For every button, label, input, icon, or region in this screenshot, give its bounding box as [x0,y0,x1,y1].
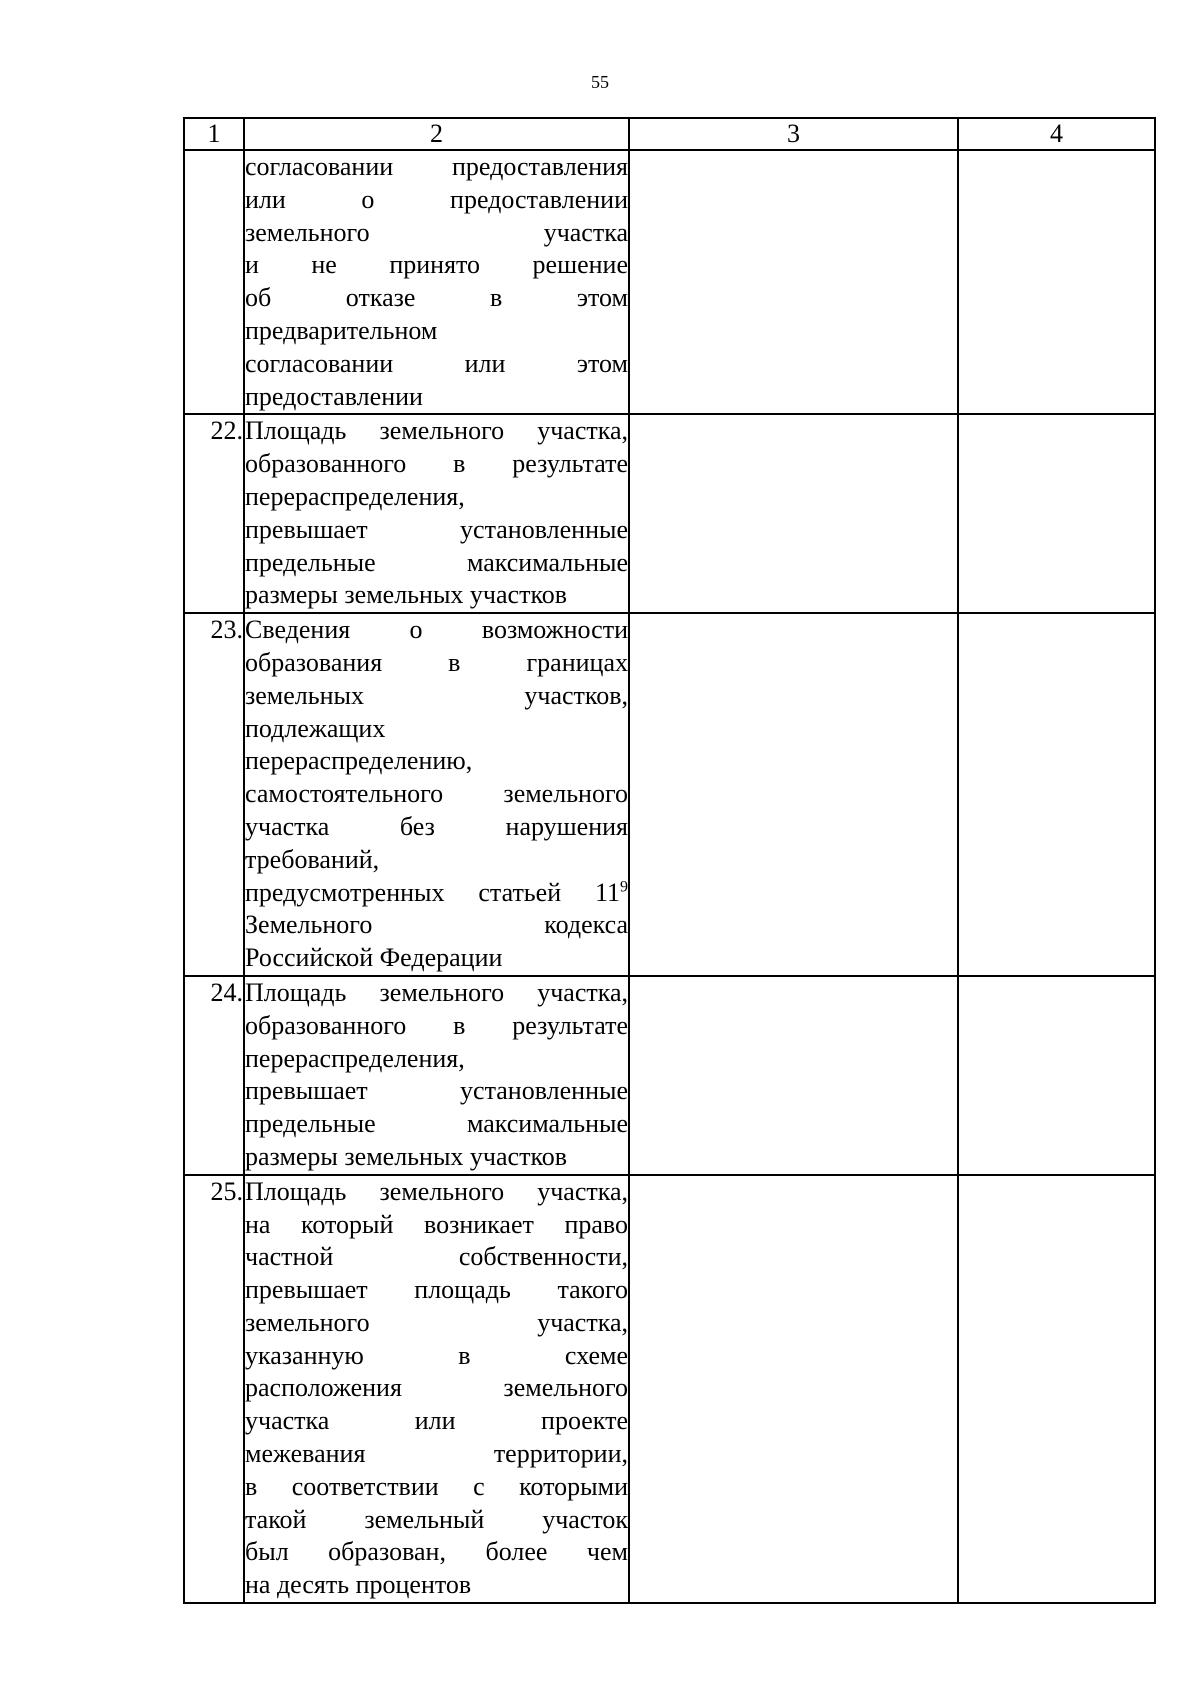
description-line [245,217,628,250]
description-line [245,1438,628,1471]
description-line-text: или о предоставлении [245,184,628,214]
description-line-text: частной собственности, [245,1242,628,1272]
description-line [245,348,628,381]
description-line-text: размеры земельных участков [245,580,568,610]
row-description [244,1175,629,1603]
description-line-text: Земельного кодекса [245,910,628,940]
description-line-text: перераспределения, [245,481,465,511]
description-line-text: участка или проекте [245,1406,628,1436]
description-line-text: предоставлении [245,381,423,411]
row-column-4 [958,1175,1155,1603]
row-column-3 [629,414,958,613]
table-row [184,613,1155,976]
row-column-4 [958,150,1155,414]
description-line [245,614,628,647]
description-line-text: самостоятельного земельного [245,779,628,809]
description-line [245,778,628,811]
document-table [183,117,1156,1604]
description-line [245,1340,628,1373]
row-description [244,150,629,414]
description-line [245,1569,628,1602]
description-line-text: предусмотренных статьей 11 [245,877,620,907]
description-line-text: Сведения о возможности [245,615,628,645]
description-line [245,1108,628,1141]
description-line [245,381,628,414]
column-header-4: 4 [958,118,1155,150]
description-line [245,1274,628,1307]
description-line-text: требований, [245,844,380,874]
table-row [184,150,1155,414]
description-line-text: размеры земельных участков [245,1141,568,1171]
description-line [245,1010,628,1043]
description-line [245,942,628,975]
description-line [245,877,628,910]
description-line-text: земельного участка [245,217,628,247]
row-number [184,150,244,414]
description-line-text: и не принято решение [245,250,628,280]
description-line-text: на десять процентов [245,1570,472,1600]
row-description [244,613,629,976]
description-line-text: Российской Федерации [245,943,503,973]
description-line-text: расположения земельного [245,1373,628,1403]
row-number: 24. [184,976,244,1175]
description-line [245,547,628,580]
description-line [245,514,628,547]
table-body [184,150,1155,1603]
description-line [245,647,628,680]
description-line-text: участка без нарушения [245,811,628,841]
description-line [245,249,628,282]
description-line-text: подлежащих [245,713,386,743]
table-header-row [184,118,1155,150]
description-line-text: превышает установленные [245,1076,628,1106]
description-line-text: предельные максимальные [245,547,628,577]
description-line [245,977,628,1010]
description-line-text: межевания территории, [245,1439,628,1469]
description-line [245,745,628,778]
description-line-text: земельного участка, [245,1307,628,1337]
description-line-text: Площадь земельного участка, [245,416,628,446]
row-column-3 [629,613,958,976]
description-line [245,184,628,217]
description-line [245,909,628,942]
description-line [245,1405,628,1438]
description-line [245,415,628,448]
description-line [245,1075,628,1108]
description-line [245,579,628,612]
description-line-text: Площадь земельного участка, [245,1176,628,1206]
description-line-text: в соответствии с которыми [245,1471,628,1501]
superscript: 9 [620,877,628,895]
description-line-text: об отказе в этом [245,283,628,313]
description-line [245,1209,628,1242]
description-line-text: земельных участков, [245,680,628,710]
description-line-text: указанную в схеме [245,1340,628,1370]
description-line [245,1536,628,1569]
description-line-text: превышает установленные [245,514,628,544]
row-number: 25. [184,1175,244,1603]
description-line [245,844,628,877]
description-line-text: согласовании или этом [245,348,628,378]
description-line [245,1372,628,1405]
description-line [245,1471,628,1504]
description-line-text: образованного в результате [245,449,628,479]
table-row [184,976,1155,1175]
description-line-text: был образован, более чем [245,1537,628,1567]
row-column-4 [958,613,1155,976]
row-column-4 [958,414,1155,613]
description-line-text: Площадь земельного участка, [245,977,628,1007]
description-line-text: образованного в результате [245,1010,628,1040]
description-line [245,1043,628,1076]
description-line [245,811,628,844]
description-line [245,481,628,514]
column-header-3: 3 [629,118,958,150]
description-line [245,1176,628,1209]
description-line [245,680,628,713]
description-line-text: согласовании предоставления [245,152,628,181]
description-line-text: предельные максимальные [245,1109,628,1139]
row-column-4 [958,976,1155,1175]
description-line [245,1141,628,1174]
description-line-text: образования в границах [245,647,628,677]
column-header-2: 2 [244,118,629,150]
description-line-text: перераспределению, [245,746,473,776]
description-line-text: перераспределения, [245,1043,465,1073]
description-line [245,1241,628,1274]
description-line [245,315,628,348]
description-line-text: такой земельный участок [245,1504,628,1534]
row-description [244,414,629,613]
row-column-3 [629,1175,958,1603]
description-line-text: предварительном [245,315,438,345]
page-number: 55 [591,72,609,92]
description-line [245,1504,628,1537]
description-line [245,1307,628,1340]
table-row [184,414,1155,613]
table-row [184,1175,1155,1603]
row-column-3 [629,150,958,414]
description-line [245,151,628,184]
row-number: 22. [184,414,244,613]
row-column-3 [629,976,958,1175]
column-header-1: 1 [184,118,244,150]
row-description [244,976,629,1175]
description-line-text: превышает площадь такого [245,1275,628,1305]
row-number: 23. [184,613,244,976]
description-line-text: на который возникает право [245,1209,628,1239]
description-line [245,713,628,746]
description-line [245,448,628,481]
description-line [245,282,628,315]
